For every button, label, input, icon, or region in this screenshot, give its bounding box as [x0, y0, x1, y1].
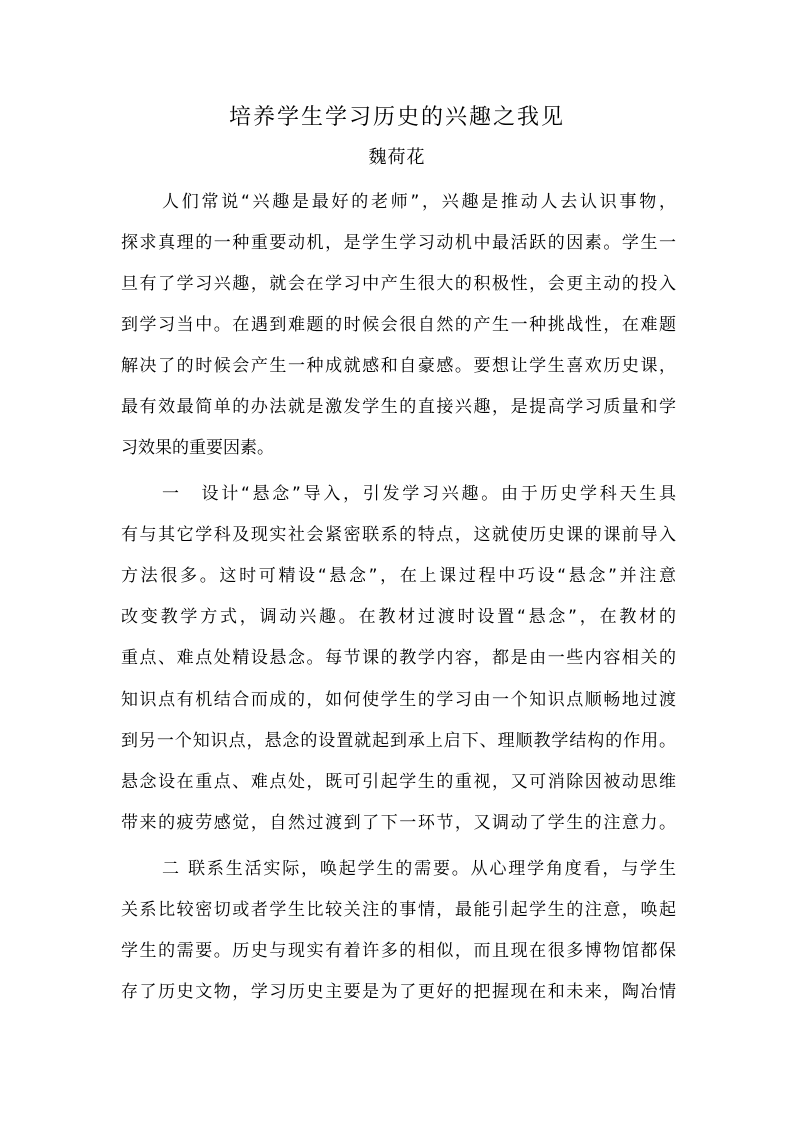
paragraph-line: 解决了的时候会产生一种成就感和自豪感。要想让学生喜欢历史课， [121, 356, 676, 376]
paragraph-line: 重点、难点处精设悬念。每节课的教学内容，都是由一些内容相关的 [121, 648, 676, 668]
document-title: 培养学生学习历史的兴趣之我见 [228, 105, 565, 130]
paragraph-line: 到学习当中。在遇到难题的时候会很自然的产生一种挑战性，在难题 [121, 315, 676, 335]
paragraph-line: 改变教学方式，调动兴趣。在教材过渡时设置“悬念”，在教材的 [121, 607, 676, 627]
paragraph-line: 学生的需要。历史与现实有着许多的相似，而且现在很多博物馆都保 [121, 941, 676, 961]
paragraph-line: 有与其它学科及现实社会紧密联系的特点，这就使历史课的课前导入 [121, 525, 676, 545]
paragraph-line: 悬念设在重点、难点处，既可引起学生的重视，又可消除因被动思维 [121, 772, 676, 792]
paragraph-line: 最有效最简单的办法就是激发学生的直接兴趣，是提高学习质量和学 [121, 397, 676, 417]
paragraph-line: 到另一个知识点，悬念的设置就起到承上启下、理顺教学结构的作用。 [121, 731, 676, 751]
document-author: 魏荷花 [368, 147, 426, 168]
paragraph-line: 存了历史文物，学习历史主要是为了更好的把握现在和未来，陶冶情 [121, 982, 676, 1002]
paragraph-line: 方法很多。这时可精设“悬念”，在上课过程中巧设“悬念”并注意 [121, 566, 676, 586]
paragraph-line: 知识点有机结合而成的，如何使学生的学习由一个知识点顺畅地过渡 [121, 690, 676, 710]
paragraph-line: 习效果的重要因素。 [121, 438, 274, 458]
paragraph-line: 带来的疲劳感觉，自然过渡到了下一环节，又调动了学生的注意力。 [121, 813, 676, 833]
paragraph-line: 二 联系生活实际，唤起学生的需要。从心理学角度看，与学生 [162, 859, 676, 879]
paragraph-line: 一 设计“悬念”导入，引发学习兴趣。由于历史学科天生具 [162, 484, 676, 504]
paragraph-line: 探求真理的一种重要动机，是学生学习动机中最活跃的因素。学生一 [121, 233, 676, 253]
paragraph-line: 旦有了学习兴趣，就会在学习中产生很大的积极性，会更主动的投入 [121, 274, 676, 294]
paragraph-line: 人们常说“兴趣是最好的老师”，兴趣是推动人去认识事物， [162, 192, 676, 212]
paragraph-line: 关系比较密切或者学生比较关注的事情，最能引起学生的注意，唤起 [121, 900, 676, 920]
